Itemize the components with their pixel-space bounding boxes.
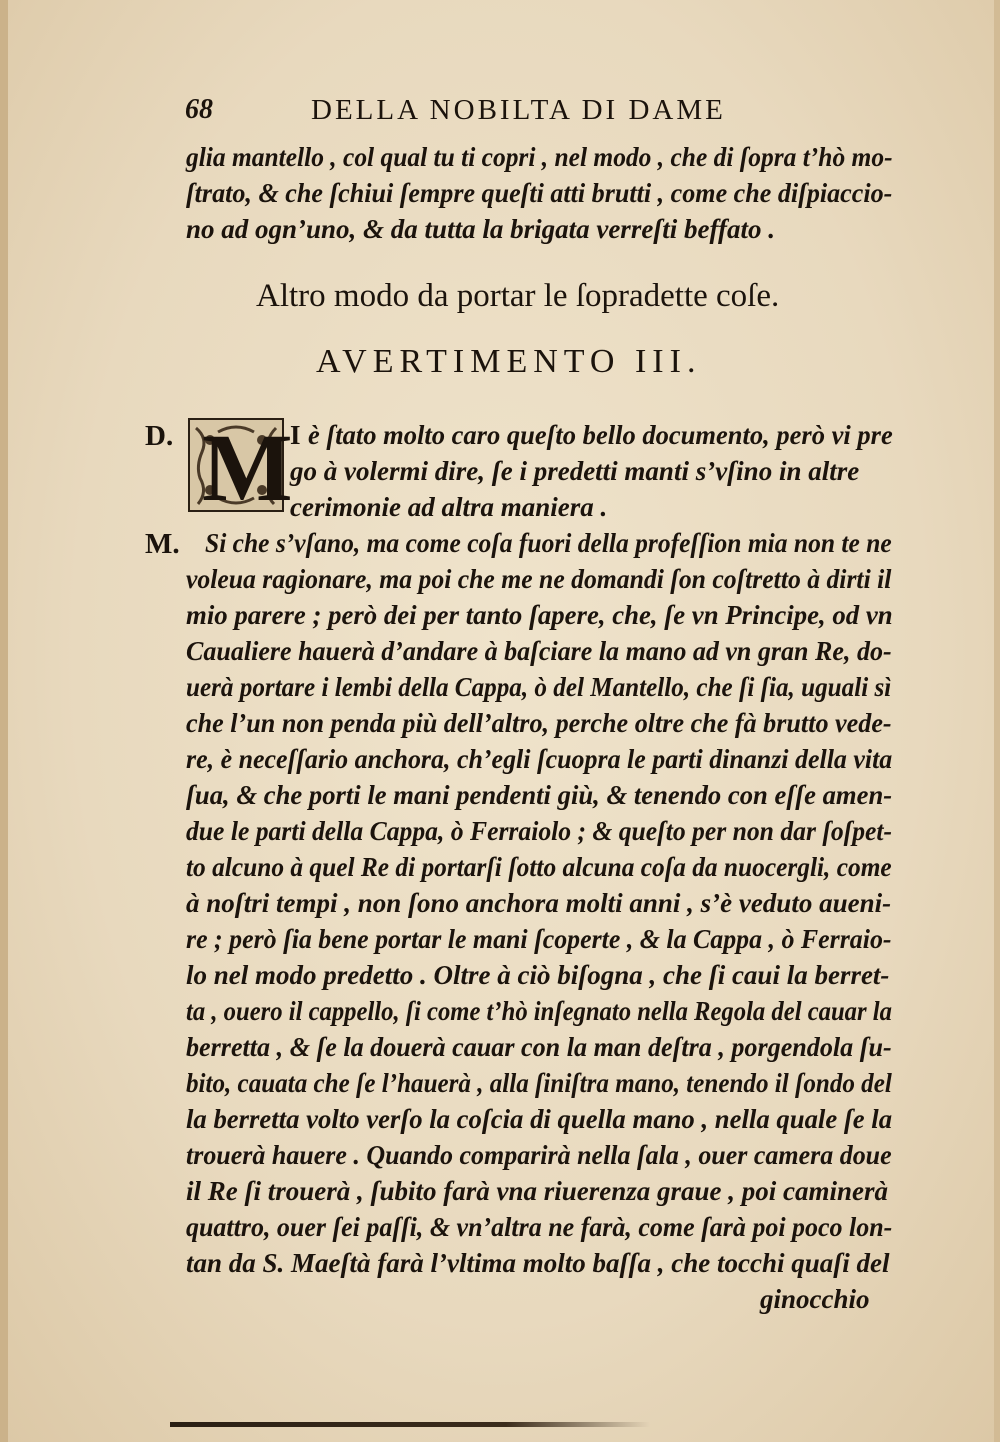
bottom-rule (170, 1422, 650, 1427)
dialogue-m-line-17: la berretta volto verſo la coſcia di quella mano , nella quale ſe la (186, 1104, 893, 1134)
dialogue-m-line-12: re ; però ſia bene portar le mani ſcoperte , & la Cappa , ò Ferraio- (186, 924, 892, 954)
page-header (185, 94, 885, 134)
dialogue-m-line-19: il Re ſi trouerà , ſubito farà vna riuerenza graue , poi caminerà (186, 1176, 889, 1206)
section-title: Altro modo da portar le ſopradette coſe. (256, 278, 780, 314)
dialogue-m-line-9: due le parti della Cappa, ò Ferraiolo ; & queſto per non dar ſoſpet- (186, 816, 893, 846)
dialogue-m-line-1: Si che s’vſano, ma come coſa fuori della profeſſion mia non te ne (205, 528, 892, 558)
initial-letter: M (202, 414, 293, 521)
dialogue-d-first-letter: I (290, 420, 301, 450)
running-title: DELLA NOBILTA DI DAME (311, 94, 726, 126)
dialogue-m-line-13: lo nel modo predetto . Oltre à ciò biſogna , che ſi caui la berret- (186, 960, 890, 990)
dialogue-m-line-3: mio parere ; però dei per tanto ſapere, che, ſe vn Principe, od vn (186, 600, 893, 630)
dialogue-d-line-2: go à volermi dire, ſe i predetti manti s’vſino in altre (290, 456, 860, 486)
decorated-initial (188, 414, 293, 521)
dialogue-m-line-20: quattro, ouer ſei paſſi, & vn’altra ne farà, come ſarà poi poco lon- (186, 1212, 893, 1242)
opening-line-2: ſtrato, & che ſchiui ſempre queſti atti brutti , come che diſpiaccio- (186, 178, 893, 208)
dialogue-m-line-21: tan da S. Maeſtà farà l’vltima molto baſſa , che tocchi quaſi del (186, 1248, 890, 1278)
page-left-edge (0, 0, 8, 1442)
dialogue-m-line-14: ta , ouero il cappello, ſi come t’hò inſegnato nella Regola del cauar la (186, 996, 892, 1026)
dialogue-m-line-7: re, è neceſſario anchora, ch’egli ſcuopra le parti dinanzi della vita (186, 744, 893, 774)
speaker-d: D. (145, 420, 174, 452)
catchword: ginocchio (760, 1284, 870, 1314)
dialogue-m-line-8: ſua, & che porti le mani pendenti giù, & tenendo con eſſe amen- (186, 780, 893, 810)
dialogue-m-line-5: uerà portare i lembi della Cappa, ò del Mantello, che ſi ſia, uguali sì (186, 672, 892, 702)
opening-line-3: no ad ogn’uno, & da tutta la brigata verreſti beffato . (186, 214, 776, 244)
page-number: 68 (185, 94, 213, 125)
dialogue-m-line-11: à noſtri tempi , non ſono anchora molti anni , s’è veduto aueni- (186, 888, 892, 918)
dialogue-m-line-4: Caualiere hauerà d’andare à baſciare la mano ad vn gran Re, do- (186, 636, 892, 666)
dialogue-d-line-1: è ſtato molto caro queſto bello documento, però vi pre (308, 420, 893, 450)
dialogue-m-line-10: to alcuno à quel Re di portarſi ſotto alcuna coſa da nuocergli, come (186, 852, 892, 882)
page-right-edge (994, 0, 1000, 1442)
dialogue-m-line-18: trouerà hauere . Quando comparirà nella ſala , ouer camera doue (186, 1140, 892, 1170)
dialogue-d-line-3: cerimonie ad altra maniera . (290, 492, 608, 522)
avertimento-heading: AVERTIMENTO III. (316, 343, 702, 380)
dialogue-m-line-15: berretta , & ſe la douerà cauar con la man deſtra , porgendola ſu- (186, 1032, 892, 1062)
speaker-m: M. (145, 528, 180, 560)
dialogue-m-line-2: voleua ragionare, ma poi che me ne domandi ſon coſtretto à dirti il (186, 564, 892, 594)
opening-line-1: glia mantello , col qual tu ti copri , nel modo , che di ſopra t’hò mo- (186, 142, 893, 172)
dialogue-m-line-16: bito, cauata che ſe l’hauerà , alla ſiniſtra mano, tenendo il ſondo del (186, 1068, 892, 1098)
dialogue-m-line-6: che l’un non penda più dell’altro, perche oltre che fà brutto vede- (186, 708, 892, 738)
